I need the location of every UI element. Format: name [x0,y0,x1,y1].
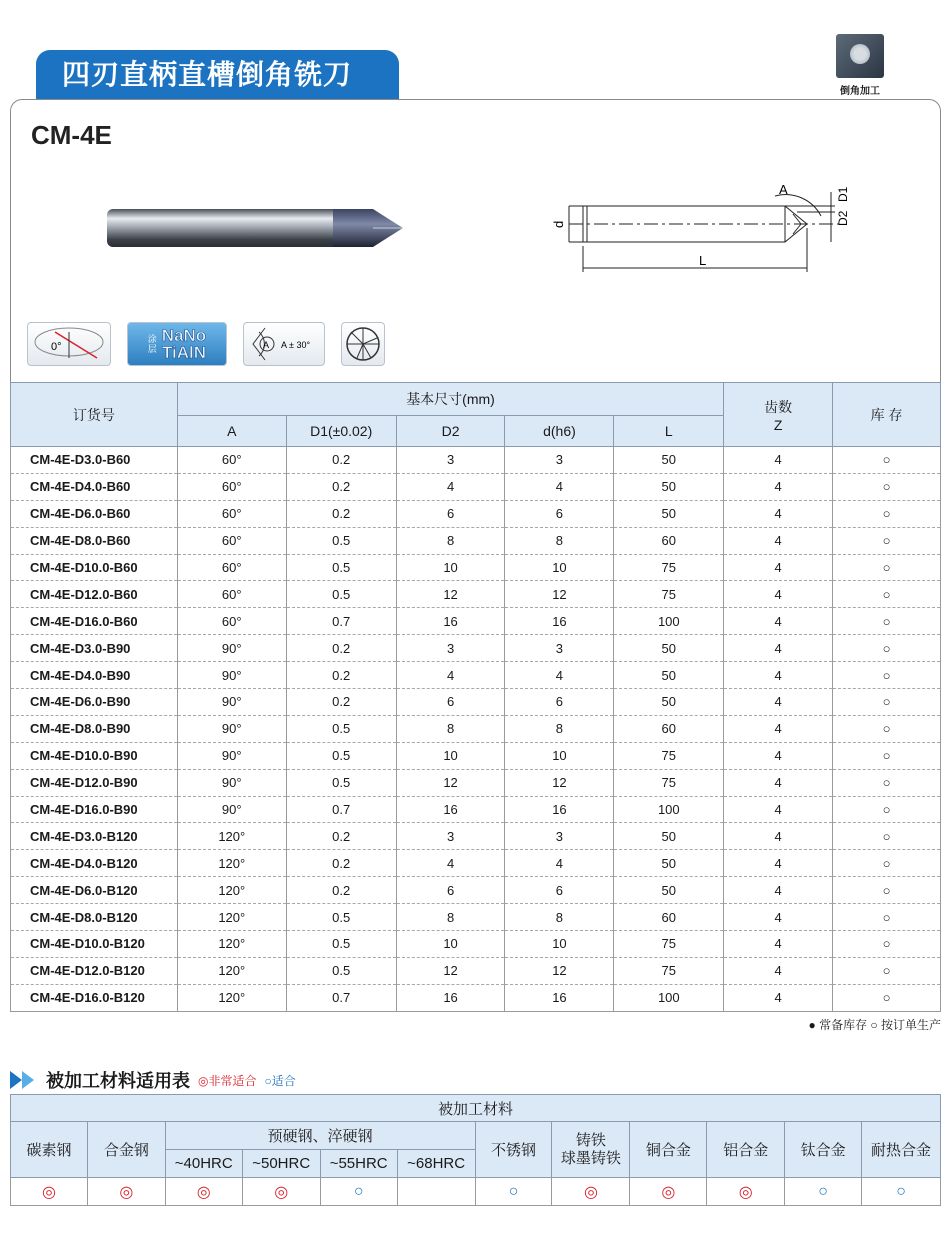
spec-cell: 4 [724,742,833,769]
mat-col-5: ~68HRC [397,1150,475,1178]
mat-col-4: ~55HRC [320,1150,397,1178]
mat-col-9: 铝合金 [707,1122,785,1178]
material-suitability-row [11,1178,941,1206]
spec-cell: 60° [177,473,286,500]
spec-cell: 10 [396,742,505,769]
spec-cell: 4 [724,904,833,931]
spec-cell: 3 [505,635,614,662]
spec-cell: 50 [614,447,724,474]
svg-text:A: A [263,340,270,350]
spec-cell: 6 [396,877,505,904]
table-row [11,527,941,554]
spec-cell: 100 [614,984,724,1011]
stock-cell: ○ [833,957,941,984]
spec-cell: 0.2 [286,823,396,850]
spec-cell: 60° [177,581,286,608]
stock-cell: ○ [833,715,941,742]
spec-cell: 90° [177,769,286,796]
spec-cell: 3 [396,823,505,850]
order-code-cell: CM-4E-D16.0-B90 [11,796,178,823]
dimension-drawing [539,182,859,282]
spec-cell: 50 [614,877,724,904]
spec-cell: 4 [724,500,833,527]
suitability-mark: ◎ [552,1178,630,1206]
spec-cell: 4 [724,796,833,823]
suitability-mark: ◎ [87,1178,165,1206]
spec-cell: 6 [505,500,614,527]
spec-cell: 60° [177,554,286,581]
order-code-cell: CM-4E-D8.0-B90 [11,715,178,742]
table-row [11,877,941,904]
spec-cell: 0.2 [286,500,396,527]
spec-cell: 10 [505,742,614,769]
suitability-mark: ◎ [707,1178,785,1206]
header-d1: D1(±0.02) [286,416,396,447]
stock-cell: ○ [833,984,941,1011]
spec-cell: 16 [505,608,614,635]
order-code-cell: CM-4E-D3.0-B60 [11,447,178,474]
spec-cell: 12 [396,581,505,608]
stock-cell: ○ [833,662,941,689]
order-code-cell: CM-4E-D16.0-B120 [11,984,178,1011]
stock-cell: ○ [833,473,941,500]
stock-cell: ○ [833,554,941,581]
table-row [11,581,941,608]
order-code-cell: CM-4E-D12.0-B90 [11,769,178,796]
table-row [11,608,941,635]
stock-cell: ○ [833,877,941,904]
spec-cell: 50 [614,500,724,527]
spec-cell: 3 [396,635,505,662]
table-row [11,850,941,877]
spec-cell: 4 [724,554,833,581]
suitability-mark: ◎ [11,1178,88,1206]
suitability-mark: ◎ [242,1178,320,1206]
spec-table [10,382,941,1012]
spec-cell: 100 [614,608,724,635]
spec-cell: 0.5 [286,742,396,769]
four-flute-icon [341,322,385,366]
header-d: d(h6) [505,416,614,447]
suitability-mark: ◎ [630,1178,707,1206]
spec-cell: 4 [724,635,833,662]
material-top-header: 被加工材料 [11,1095,941,1122]
material-table [10,1094,941,1206]
mat-col-0: 碳素钢 [11,1122,88,1178]
spec-cell: 4 [724,850,833,877]
spec-cell: 4 [724,689,833,716]
spec-cell: 50 [614,823,724,850]
spec-cell: 0.2 [286,877,396,904]
spec-cell: 8 [396,715,505,742]
spec-cell: 100 [614,796,724,823]
spec-cell: 0.7 [286,984,396,1011]
spec-cell: 12 [505,581,614,608]
order-code-cell: CM-4E-D12.0-B60 [11,581,178,608]
spec-cell: 4 [724,931,833,958]
spec-cell: 60° [177,447,286,474]
helix-angle-icon [27,322,111,366]
spec-cell: 4 [724,823,833,850]
stock-cell: ○ [833,447,941,474]
header-a: A [177,416,286,447]
spec-cell: 4 [724,769,833,796]
spec-cell: 4 [505,850,614,877]
spec-cell: 90° [177,796,286,823]
header-d2: D2 [396,416,505,447]
spec-cell: 50 [614,662,724,689]
spec-cell: 3 [396,447,505,474]
mat-group-hardened: 预硬钢、淬硬钢 [165,1122,475,1150]
badge-label: 倒角加工 [840,86,880,97]
stock-cell: ○ [833,500,941,527]
spec-cell: 0.2 [286,689,396,716]
spec-cell: 60 [614,527,724,554]
order-code-cell: CM-4E-D3.0-B90 [11,635,178,662]
page-title: 四刃直柄直槽倒角铣刀 [36,50,399,99]
stock-cell: ○ [833,527,941,554]
stock-cell: ○ [833,608,941,635]
spec-cell: 8 [396,904,505,931]
spec-cell: 4 [396,662,505,689]
table-row [11,500,941,527]
order-code-cell: CM-4E-D6.0-B120 [11,877,178,904]
table-row [11,984,941,1011]
stock-cell: ○ [833,823,941,850]
spec-cell: 0.2 [286,473,396,500]
spec-cell: 90° [177,662,286,689]
spec-cell: 60° [177,500,286,527]
spec-cell: 0.2 [286,850,396,877]
header-l: L [614,416,724,447]
suitability-mark: ◎ [165,1178,242,1206]
spec-cell: 4 [724,877,833,904]
order-code-cell: CM-4E-D10.0-B60 [11,554,178,581]
spec-cell: 6 [396,689,505,716]
order-code-cell: CM-4E-D6.0-B60 [11,500,178,527]
spec-cell: 16 [396,984,505,1011]
coating-icon: 涂层 NaNo TiAlN [127,322,227,366]
table-row [11,931,941,958]
spec-cell: 0.5 [286,554,396,581]
suitability-mark: ○ [320,1178,397,1206]
order-code-cell: CM-4E-D8.0-B120 [11,904,178,931]
tool-photo [103,198,413,258]
spec-cell: 4 [724,527,833,554]
label-d2: D2 [836,210,850,226]
spec-cell: 4 [724,957,833,984]
stock-cell: ○ [833,635,941,662]
spec-cell: 75 [614,581,724,608]
spec-cell: 16 [505,796,614,823]
mat-col-11: 耐热合金 [862,1122,941,1178]
mat-col-10: 钛合金 [785,1122,862,1178]
order-code-cell: CM-4E-D8.0-B60 [11,527,178,554]
spec-cell: 4 [724,608,833,635]
spec-cell: 0.5 [286,904,396,931]
spec-cell: 4 [396,850,505,877]
suitability-mark: ○ [862,1178,941,1206]
spec-cell: 10 [396,931,505,958]
order-code-cell: CM-4E-D6.0-B90 [11,689,178,716]
mat-col-3: ~50HRC [242,1150,320,1178]
spec-cell: 4 [396,473,505,500]
spec-cell: 6 [505,877,614,904]
label-d1: D1 [836,186,850,202]
spec-cell: 0.5 [286,769,396,796]
spec-cell: 12 [505,769,614,796]
spec-cell: 75 [614,554,724,581]
spec-cell: 0.5 [286,715,396,742]
suitability-mark: ○ [475,1178,552,1206]
stock-cell: ○ [833,796,941,823]
stock-cell: ○ [833,904,941,931]
spec-cell: 60° [177,527,286,554]
spec-cell: 120° [177,984,286,1011]
spec-cell: 8 [505,715,614,742]
spec-cell: 120° [177,931,286,958]
spec-cell: 12 [396,957,505,984]
table-row [11,635,941,662]
spec-cell: 6 [396,500,505,527]
table-row [11,447,941,474]
spec-cell: 120° [177,850,286,877]
spec-cell: 0.5 [286,957,396,984]
spec-cell: 4 [724,581,833,608]
spec-cell: 10 [505,554,614,581]
spec-cell: 75 [614,957,724,984]
feature-icons [27,322,385,366]
spec-cell: 4 [724,473,833,500]
suitability-mark [397,1178,475,1206]
order-code-cell: CM-4E-D12.0-B120 [11,957,178,984]
spec-cell: 60° [177,608,286,635]
order-code-cell: CM-4E-D16.0-B60 [11,608,178,635]
spec-cell: 0.2 [286,635,396,662]
header-stock: 库 存 [833,383,941,447]
spec-cell: 16 [505,984,614,1011]
spec-cell: 3 [505,823,614,850]
mat-col-8: 铜合金 [630,1122,707,1178]
spec-cell: 120° [177,823,286,850]
stock-cell: ○ [833,850,941,877]
stock-cell: ○ [833,689,941,716]
spec-cell: 0.5 [286,527,396,554]
mat-col-7: 铸铁 球墨铸铁 [552,1122,630,1178]
spec-cell: 4 [505,473,614,500]
spec-cell: 16 [396,796,505,823]
table-row [11,554,941,581]
spec-cell: 4 [724,715,833,742]
order-code-cell: CM-4E-D4.0-B120 [11,850,178,877]
spec-cell: 4 [724,447,833,474]
table-row [11,473,941,500]
table-row [11,742,941,769]
header-teeth: 齿数 Z [724,383,833,447]
mat-col-6: 不锈钢 [475,1122,552,1178]
spec-cell: 8 [396,527,505,554]
svg-text:0°: 0° [51,341,62,353]
spec-cell: 4 [724,984,833,1011]
label-d: d [551,220,566,228]
spec-cell: 8 [505,904,614,931]
spec-cell: 4 [505,662,614,689]
mat-col-2: ~40HRC [165,1150,242,1178]
double-arrow-icon [10,1071,38,1089]
stock-cell: ○ [833,769,941,796]
spec-cell: 120° [177,877,286,904]
spec-cell: 0.7 [286,608,396,635]
label-a: A [779,182,788,197]
legend-very-suitable: ◎非常适合 [198,1073,257,1088]
spec-cell: 90° [177,635,286,662]
spec-cell: 90° [177,715,286,742]
spec-cell: 75 [614,742,724,769]
spec-cell: 120° [177,904,286,931]
spec-cell: 75 [614,931,724,958]
spec-cell: 8 [505,527,614,554]
chamfer-badge [836,34,884,96]
order-code-cell: CM-4E-D10.0-B90 [11,742,178,769]
spec-cell: 75 [614,769,724,796]
spec-cell: 90° [177,742,286,769]
spec-cell: 12 [505,957,614,984]
order-code-cell: CM-4E-D4.0-B60 [11,473,178,500]
spec-cell: 10 [396,554,505,581]
spec-cell: 50 [614,635,724,662]
spec-cell: 0.2 [286,662,396,689]
mat-col-1: 合金钢 [87,1122,165,1178]
spec-cell: 0.5 [286,931,396,958]
spec-cell: 0.7 [286,796,396,823]
stock-legend: ● 常备库存 ○ 按订单生产 [808,1018,941,1032]
table-row [11,957,941,984]
spec-cell: 120° [177,957,286,984]
chamfer-insert-icon [836,34,884,78]
spec-cell: 60 [614,904,724,931]
spec-cell: 16 [396,608,505,635]
table-row [11,904,941,931]
spec-cell: 50 [614,473,724,500]
spec-cell: 0.2 [286,447,396,474]
order-code-cell: CM-4E-D4.0-B90 [11,662,178,689]
table-row [11,689,941,716]
spec-cell: 10 [505,931,614,958]
order-code-cell: CM-4E-D3.0-B120 [11,823,178,850]
table-row [11,796,941,823]
label-l: L [699,253,707,268]
spec-cell: 90° [177,689,286,716]
table-row [11,823,941,850]
spec-cell: 3 [505,447,614,474]
header-dimensions: 基本尺寸(mm) [177,383,723,416]
spec-cell: 50 [614,850,724,877]
stock-cell: ○ [833,931,941,958]
table-row [11,662,941,689]
suitability-mark: ○ [785,1178,862,1206]
table-row [11,715,941,742]
spec-cell: 0.5 [286,581,396,608]
material-section-title: 被加工材料适用表 ◎非常适合 ○适合 [10,1067,296,1093]
angle-tolerance-icon [243,322,325,366]
stock-cell: ○ [833,742,941,769]
spec-cell: 12 [396,769,505,796]
stock-cell: ○ [833,581,941,608]
order-code-cell: CM-4E-D10.0-B120 [11,931,178,958]
table-row [11,769,941,796]
product-panel [10,99,941,382]
model-name: CM-4E [31,120,112,150]
header-order-no: 订货号 [11,383,178,447]
spec-cell: 60 [614,715,724,742]
legend-suitable: ○适合 [264,1073,296,1088]
spec-cell: 4 [724,662,833,689]
spec-cell: 6 [505,689,614,716]
spec-cell: 50 [614,689,724,716]
svg-text:A ± 30°: A ± 30° [281,340,311,350]
